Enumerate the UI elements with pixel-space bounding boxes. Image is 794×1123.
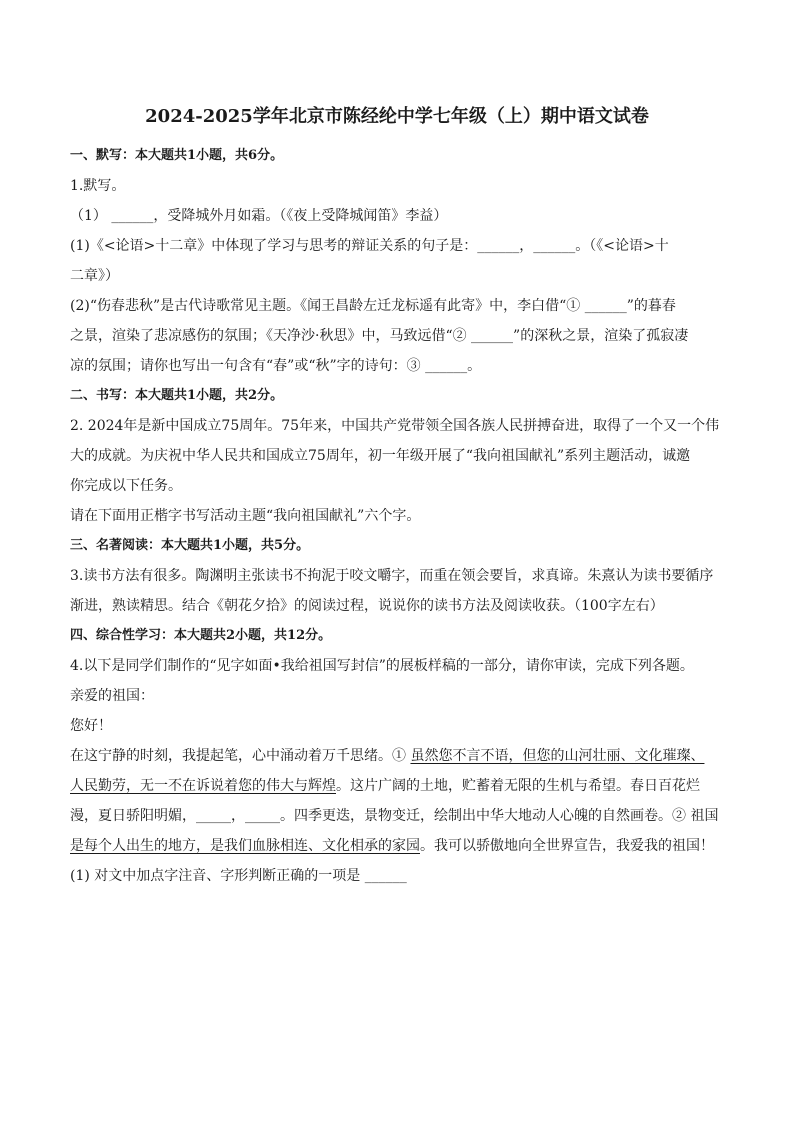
question-1-line-2: (1)《<论语>十二章》中体现了学习与思考的辩证关系的句子是：______，______。（《<论语>十 xyxy=(70,238,669,254)
letter-line-2 xyxy=(70,771,724,801)
letter-line-4 xyxy=(70,831,724,861)
question-1-line-5: 之景，渲染了悲凉感伤的氛围；《天净沙·秋思》中，马致远借“② ______”的深秋之景，渲染了孤寂凄 xyxy=(70,328,689,344)
letter-line-1 xyxy=(70,741,724,771)
underlined-sentence-1-end: 人民勤劳，无一不在诉说着您的伟大与辉煌 xyxy=(70,778,336,794)
letter-line-4-text: 。我可以骄傲地向全世界宣告，我爱我的祖国！ xyxy=(420,838,714,854)
question-2-line-3: 你完成以下任务。 xyxy=(70,478,182,494)
question-3-line-2: 渐进，熟读精思。结合《朝花夕拾》的阅读过程，说说你的读书方法及阅读收获。（100字左右） xyxy=(70,598,664,614)
letter-line-1-text: 在这宁静的时刻，我提起笔，心中涌动着万千思绪。① xyxy=(70,748,411,764)
letter-line-2-text: 。这片广阔的土地，贮蓄着无限的生机与希望。春日百花烂 xyxy=(336,778,700,794)
question-4-line-1: 4.以下是同学们制作的“见字如面•我给祖国写封信”的展板样稿的一部分，请你审读，完成下列各题。 xyxy=(70,658,694,674)
question-2-line-1: 2. 2024年是新中国成立75周年。75年来，中国共产党带领全国各族人民拼搏奋进，取得了一个又一个伟 xyxy=(70,418,720,434)
question-1-line-1: （1） ______，受降城外月如霜。（《夜上受降城闻笛》李益） xyxy=(70,208,448,224)
question-1-line-4: (2)“伤春悲秋”是古代诗歌常见主题。《闻王昌龄左迁龙标遥有此寄》中，李白借“① ______”的暮春 xyxy=(70,298,676,314)
section-4-heading: 四、综合性学习：本大题共2小题，共12分。 xyxy=(70,628,332,643)
question-4-sub-1: (1) 对文中加点字注音、字形判断正确的一项是 ______ xyxy=(70,868,407,884)
section-3-heading: 三、名著阅读：本大题共1小题，共5分。 xyxy=(70,538,310,553)
section-2-heading: 二、书写：本大题共1小题，共2分。 xyxy=(70,388,284,403)
letter-greeting: 您好！ xyxy=(70,718,112,734)
question-2-line-2: 大的成就。为庆祝中华人民共和国成立75周年，初一年级开展了“我向祖国献礼”系列主题活动，诚邀 xyxy=(70,448,691,464)
exam-page xyxy=(70,100,724,891)
question-3-line-1: 3.读书方法有很多。陶渊明主张读书不拘泥于咬文嚼字，而重在领会要旨，求真谛。朱熹认为读书要循序 xyxy=(70,568,714,584)
letter-salutation: 亲爱的祖国： xyxy=(70,688,154,704)
underlined-sentence-1-start: 虽然您不言不语，但您的山河壮丽、文化璀璨、 xyxy=(410,748,705,764)
question-1-stem: 1.默写。 xyxy=(70,178,126,194)
question-1-line-6: 凉的氛围；请你也写出一句含有“春”或“秋”字的诗句：③ ______。 xyxy=(70,358,482,374)
underlined-sentence-2: 是每个人出生的地方，是我们血脉相连、文化相承的家园 xyxy=(70,838,420,854)
section-1-heading: 一、默写：本大题共1小题，共6分。 xyxy=(70,148,284,163)
question-2-line-4: 请在下面用正楷字书写活动主题“我向祖国献礼”六个字。 xyxy=(70,508,421,524)
exam-title: 2024-2025学年北京市陈经纶中学七年级（上）期中语文试卷 xyxy=(145,106,649,127)
letter-line-3: 漫，夏日骄阳明媚，_____，_____。四季更迭，景物变迁，绘制出中华大地动人心魄的自然画卷。② 祖国 xyxy=(70,808,719,824)
question-1-line-3: 二章》） xyxy=(70,268,119,284)
